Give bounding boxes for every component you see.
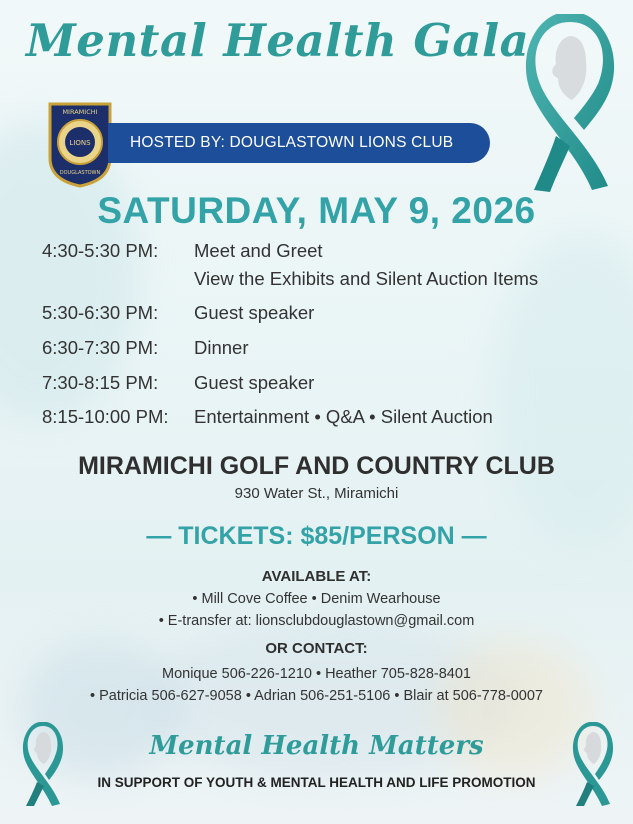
hosted-by-text: HOSTED BY: DOUGLASTOWN LIONS CLUB bbox=[130, 134, 454, 151]
schedule-activity: Guest speaker bbox=[194, 302, 315, 323]
contact-line: Monique 506-226-1210 • Heather 705-828-8401 bbox=[162, 666, 471, 682]
available-at-heading: AVAILABLE AT: bbox=[261, 568, 372, 585]
ticket-price: — TICKETS: $85/PERSON — bbox=[146, 522, 487, 550]
schedule-row bbox=[42, 240, 538, 290]
etransfer-line: • E-transfer at: lionsclubdouglastown@gmail.com bbox=[158, 613, 475, 629]
badge-top-text: MIRAMICHI bbox=[62, 108, 98, 116]
event-title: Mental Health Gala bbox=[26, 14, 530, 67]
awareness-ribbon-icon bbox=[572, 722, 614, 806]
support-statement: IN SUPPORT OF YOUTH & MENTAL HEALTH AND LIFE PROMOTION bbox=[97, 775, 536, 790]
schedule-row bbox=[42, 302, 314, 324]
event-date: SATURDAY, MAY 9, 2026 bbox=[97, 190, 536, 231]
venue-address: 930 Water St., Miramichi bbox=[234, 485, 399, 502]
available-at-line: • Mill Cove Coffee • Denim Wearhouse bbox=[192, 591, 441, 607]
schedule-time: 8:15-10:00 PM: bbox=[42, 406, 169, 427]
contact-heading: OR CONTACT: bbox=[265, 640, 368, 657]
contact-line: • Patricia 506-627-9058 • Adrian 506-251-5106 • Blair at 506-778-0007 bbox=[90, 688, 543, 704]
schedule-row bbox=[42, 372, 314, 394]
schedule-row bbox=[42, 337, 249, 359]
schedule-row bbox=[42, 406, 493, 428]
hosted-by-banner bbox=[108, 123, 490, 163]
awareness-ribbon-icon bbox=[520, 14, 620, 194]
schedule-activity: Entertainment • Q&A • Silent Auction bbox=[194, 406, 493, 427]
schedule-time: 7:30-8:15 PM: bbox=[42, 372, 159, 393]
badge-bottom-text: DOUGLASTOWN bbox=[59, 170, 101, 176]
schedule-activity: Meet and Greet bbox=[194, 240, 323, 261]
schedule-activity: Dinner bbox=[194, 337, 249, 358]
schedule-time: 4:30-5:30 PM: bbox=[42, 240, 159, 261]
badge-center-text: LIONS bbox=[69, 139, 91, 147]
venue-name: MIRAMICHI GOLF AND COUNTRY CLUB bbox=[78, 452, 555, 480]
schedule-time: 6:30-7:30 PM: bbox=[42, 337, 159, 358]
schedule-time: 5:30-6:30 PM: bbox=[42, 302, 159, 323]
schedule-activity: Guest speaker bbox=[194, 372, 315, 393]
tagline: Mental Health Matters bbox=[149, 731, 484, 761]
schedule-activity-secondary: View the Exhibits and Silent Auction Items bbox=[194, 268, 539, 289]
lions-club-badge-icon bbox=[44, 98, 116, 188]
